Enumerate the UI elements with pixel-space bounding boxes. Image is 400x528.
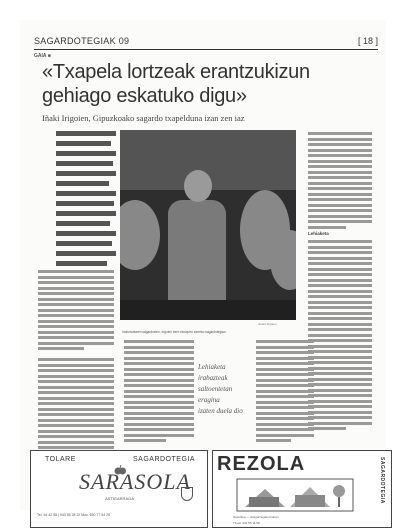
newspaper-page — [20, 20, 386, 525]
section-title: SAGARDOTEGIAK 09 — [34, 36, 130, 46]
tolare-ad — [30, 450, 208, 528]
ad-label-left: TOLARE — [45, 456, 76, 463]
rezola-ad — [212, 450, 392, 528]
subhead: Lehiaketa — [308, 231, 329, 236]
pull-quote — [198, 362, 250, 417]
ad-location: ASTIGARRAGA — [105, 496, 134, 501]
coat-of-arms-icon — [181, 487, 193, 501]
body-column-5 — [308, 240, 372, 433]
body-column-4 — [308, 132, 372, 231]
headline-line-2: gehiago eskatuko digu» — [42, 85, 247, 107]
sarasola-logo: SARASOLA — [79, 469, 191, 494]
body-column-2 — [124, 340, 194, 445]
kicker: GAIA ■ — [34, 53, 51, 59]
headline — [42, 60, 362, 108]
cider-house-illustration-icon — [235, 477, 355, 513]
ad-label-right: SAGARDOTEGIA — [133, 456, 196, 463]
pull-quote-line: saltoentetan — [198, 385, 233, 393]
ad-contact: Tel. 94 42 55 | 943 55 28 22 Mov. 630 77 54 28 — [37, 513, 111, 517]
body-column-3 — [256, 340, 314, 445]
page-number: [ 18 ] — [357, 36, 378, 46]
rezola-logo: REZOLA — [217, 453, 306, 475]
deck: Iñaki Irigoien, Gipuzkoako sagardo txapelduna izan zen iaz — [42, 113, 245, 123]
ad-side-label: SAGARDOTEGIA — [379, 457, 385, 504]
photo-caption: Irakurtzaiaren sagardoekin, Irigoien bere ekoizpen sarreko sagardotegian. — [122, 330, 227, 334]
body-column-1 — [38, 270, 114, 468]
portrait-photo — [120, 130, 296, 320]
page-header — [34, 36, 378, 50]
headline-line-1: «Txapela lortzeak erantzukizun — [42, 61, 310, 83]
pull-quote-line: irabazteak — [198, 374, 228, 382]
pull-quote-line: eragina — [198, 396, 220, 404]
intro-text — [56, 131, 116, 271]
pull-quote-line: Lehiaketa — [198, 363, 226, 371]
photo-credit: Justin Irigoien — [258, 322, 277, 326]
ad-phone: Tfnoa: 943 55 11 58 — [233, 521, 260, 525]
ad-address: Gipuzkoa — Astigarragako bidean — [233, 515, 279, 519]
pull-quote-line: izaten duela dio — [198, 407, 243, 415]
